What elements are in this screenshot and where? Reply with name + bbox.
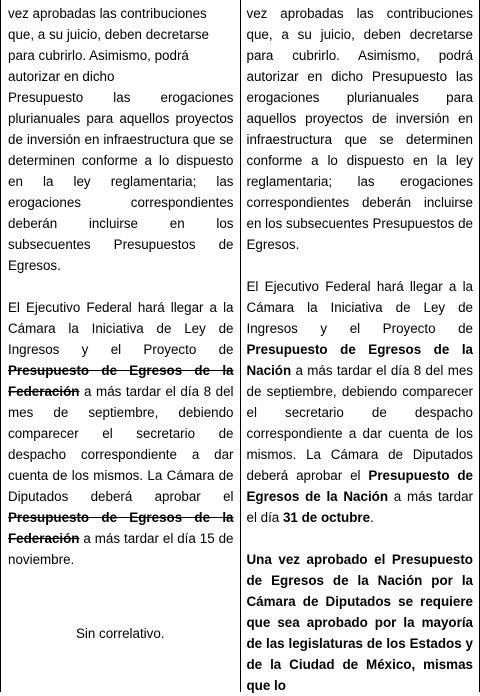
right-p2-text-2: a más tardar el día 8 del mes de septiembre, debiendo comparecer el secretario de despacho correspondiente a dar cuenta de los mismos. La Cámara de Diputados deberá aprobar el	[246, 363, 473, 483]
right-paragraph-3	[247, 549, 474, 696]
current-text-column	[1, 0, 241, 692]
left-p2-struck-2: Presupuesto de Egresos de la Federación	[8, 510, 234, 546]
right-paragraph-1: vez aprobadas las contribuciones que, a su juicio, deben decretarse para cubrirlo. Asimismo, podrá autorizar en dicho Presupuesto las erogaciones plurianuales para aquellos proyectos de inversión en infraestructura que se determinen conforme a lo dispuesto en la ley reglamentaria; las erogaciones correspondientes deberán incluirse en los subsecuentes Presupuestos de Egresos.	[246, 6, 473, 252]
right-p2-bold-1: Presupuesto de Egresos de la Nación	[246, 342, 473, 378]
proposed-text-column	[241, 0, 480, 692]
right-p2-text-4: .	[370, 510, 374, 525]
left-p2-struck-1: Presupuesto de Egresos de la Federación	[8, 363, 234, 399]
left-p2-text-3: a más tardar el día 15 de noviembre.	[8, 531, 234, 567]
right-paragraph-2	[247, 276, 474, 528]
right-p2-text-3: a más tardar el día	[246, 489, 473, 525]
right-p2-text-1: El Ejecutivo Federal hará llegar a la Cámara la Iniciativa de Ley de Ingresos y el Proyecto de	[246, 279, 473, 336]
left-paragraph-1b	[8, 87, 234, 276]
right-p2-bold-2: Presupuesto de Egresos de la Nación	[246, 468, 473, 504]
left-paragraph-2	[8, 297, 234, 570]
left-p2-text-2: a más tardar el día 8 del mes de septiembre, debiendo comparecer el secretario de despacho correspondiente a dar cuenta de los mismos. La Cámara de Diputados deberá aprobar el	[8, 384, 234, 504]
left-paragraph-1a: vez aprobadas las contribuciones que, a su juicio, deben decretarse para cubrirlo. Asimismo, podrá autorizar en dicho	[8, 6, 209, 84]
left-paragraph-1b-text: Presupuesto las erogaciones plurianuales para aquellos proyectos de inversión en infraestructura que se determinen conforme a lo dispuesto en la ley reglamentaria; las erogaciones correspondientes deberán incluirse en los subsecuentes Presupuestos de Egresos.	[8, 90, 234, 273]
right-p3-bold: Una vez aprobado el Presupuesto de Egresos de la Nación por la Cámara de Diputados se requiere que sea aprobado por la mayoría de las legislaturas de los Estados y de la Ciudad de México, mismas que lo	[246, 552, 473, 693]
left-p2-text-1: El Ejecutivo Federal hará llegar a la Cámara la Iniciativa de Ley de Ingresos y el Proyecto de	[8, 300, 234, 357]
right-p2-bold-3: 31 de octubre	[282, 510, 371, 525]
sin-correlativo-label: Sin correlativo.	[75, 626, 165, 641]
